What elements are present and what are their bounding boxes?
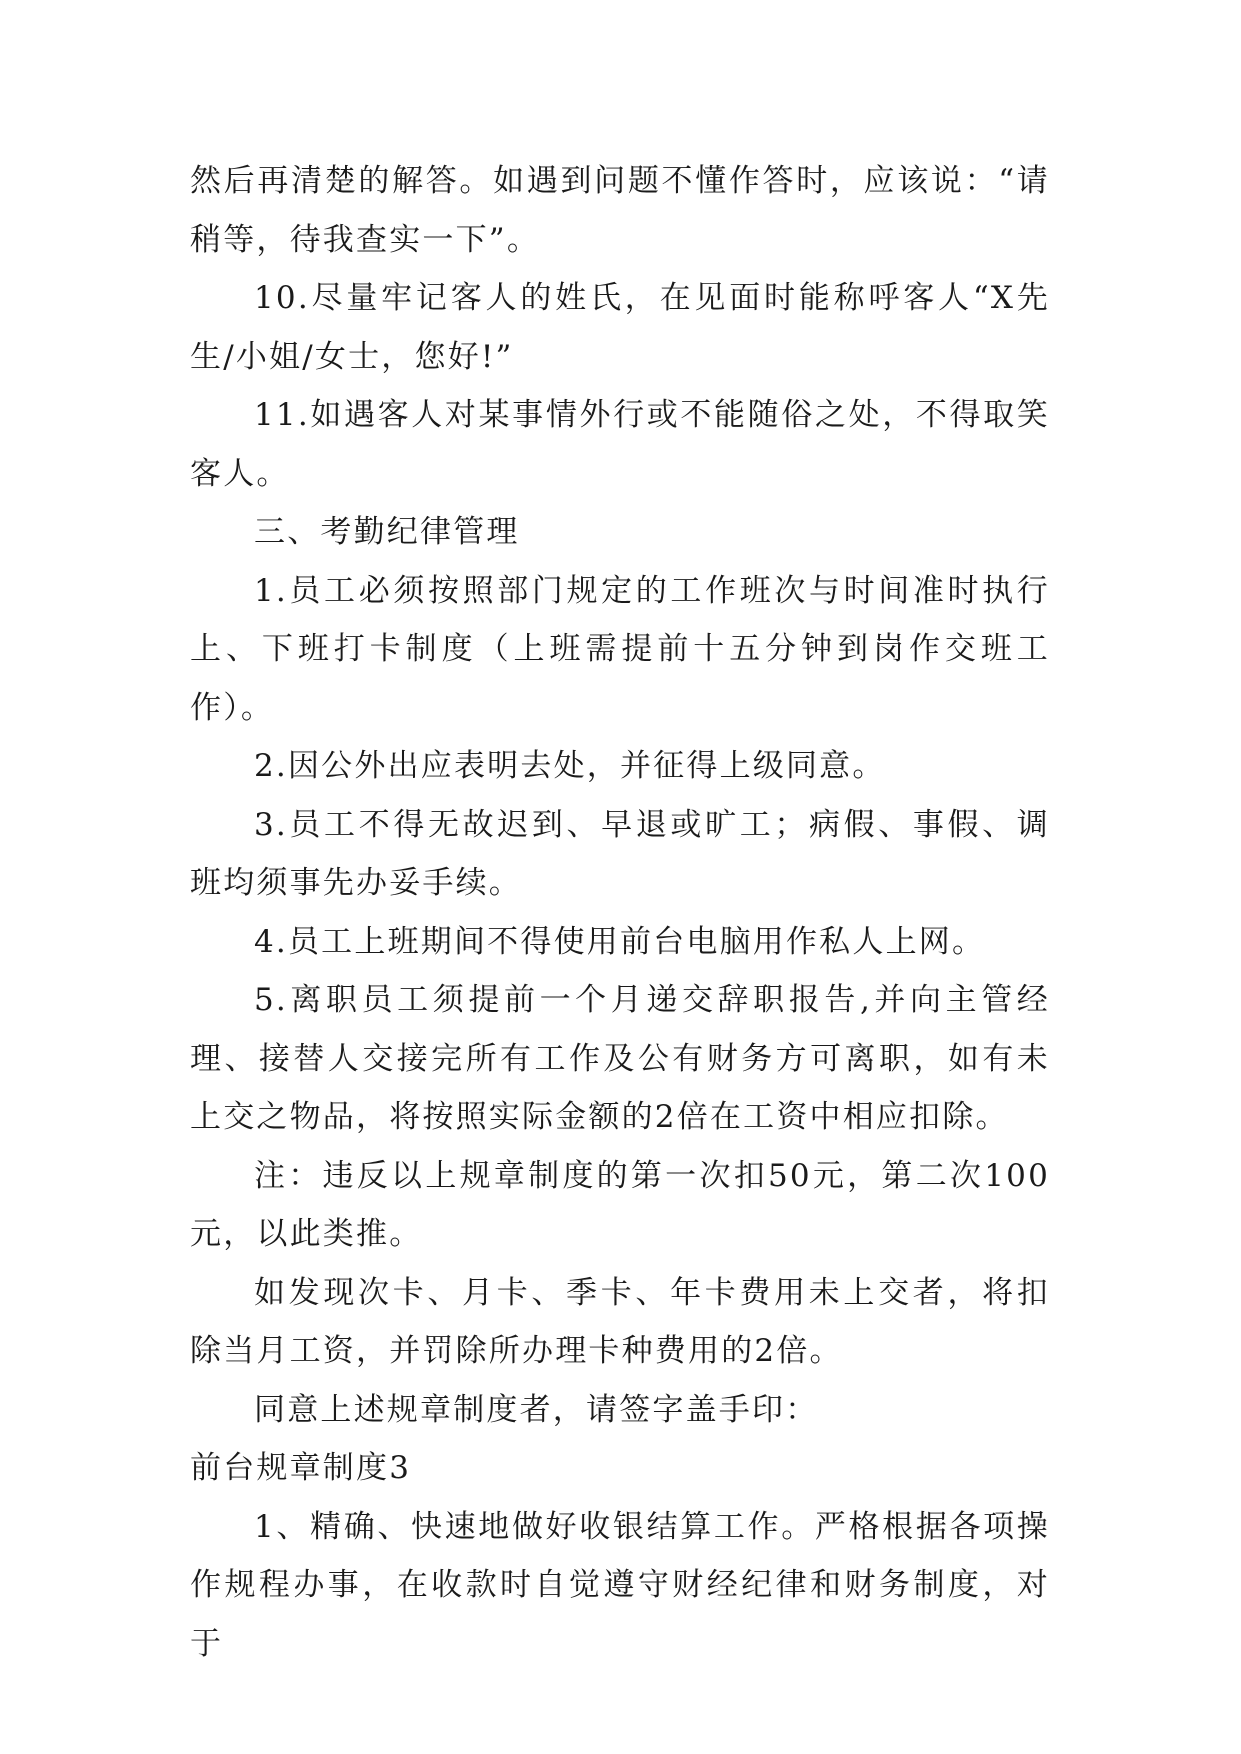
document-section-title: 前台规章制度3 bbox=[190, 1450, 412, 1486]
paragraph-attendance-4: 4.员工上班期间不得使用前台电脑用作私人上网。 bbox=[254, 923, 986, 960]
paragraph-attendance-2: 2.因公外出应表明去处，并征得上级同意。 bbox=[254, 748, 886, 784]
paragraph-cashier-1: 1、精确、快速地做好收银结算工作。严格根据各项操作规程办事，在收款时自觉遵守财经纪律和财务制度，对于 bbox=[190, 1508, 1050, 1662]
paragraph-attendance-5: 5.离职员工须提前一个月递交辞职报告,并向主管经理、接替人交接完所有工作及公有财务方可离职，如有未上交之物品，将按照实际金额的2倍在工资中相应扣除。 bbox=[190, 982, 1050, 1135]
paragraph-item-10: 10.尽量牢记客人的姓氏，在见面时能称呼客人“X先生/小姐/女士，您好!” bbox=[190, 280, 1050, 375]
paragraph-signature-request: 同意上述规章制度者，请签字盖手印： bbox=[254, 1391, 819, 1428]
section-heading-attendance: 三、考勤纪律管理 bbox=[254, 514, 520, 550]
paragraph-item-11: 11.如遇客人对某事情外行或不能随俗之处，不得取笑客人。 bbox=[190, 397, 1050, 492]
document-body bbox=[190, 152, 1050, 1673]
paragraph-continuation: 然后再清楚的解答。如遇到问题不懂作答时，应该说：“请稍等，待我查实一下”。 bbox=[190, 163, 1050, 258]
paragraph-note: 注：违反以上规章制度的第一次扣50元，第二次100元，以此类推。 bbox=[190, 1157, 1050, 1252]
paragraph-attendance-1: 1.员工必须按照部门规定的工作班次与时间准时执行上、下班打卡制度（上班需提前十五分钟到岗作交班工作）。 bbox=[190, 572, 1050, 726]
paragraph-attendance-3: 3.员工不得无故迟到、早退或旷工；病假、事假、调班均须事先办妥手续。 bbox=[190, 806, 1050, 901]
paragraph-card-fees: 如发现次卡、月卡、季卡、年卡费用未上交者，将扣除当月工资，并罚除所办理卡种费用的2倍。 bbox=[190, 1274, 1050, 1369]
